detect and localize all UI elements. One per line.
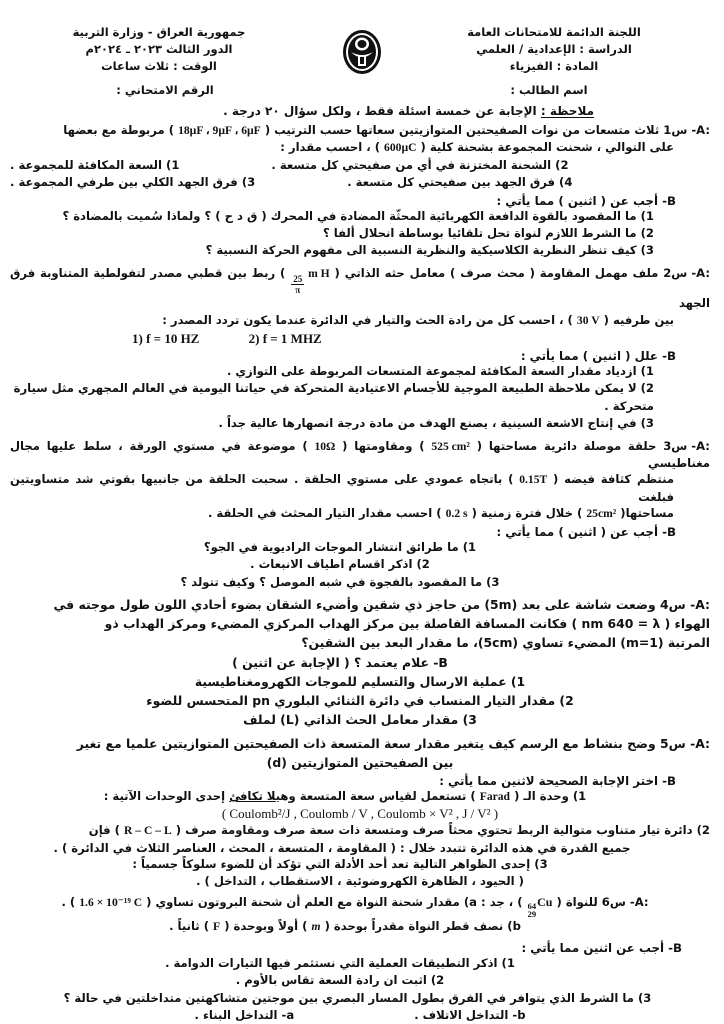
q2-tag: س2 -A: bbox=[663, 265, 710, 280]
q2-b-item-1: 1) ازدياد مقدار السعة المكافئة لمجموعة المتسعات المربوطة على التوازي . bbox=[226, 363, 654, 378]
q3-a-text2: ) ومقاومتها ( bbox=[342, 438, 425, 453]
q6-part-a-line1 bbox=[10, 894, 710, 918]
q1-a-l2-text1: على التوالي ، شحنت المجموعة بشحنة كلية ( bbox=[420, 140, 674, 155]
q2-a-voltage: 30 V bbox=[576, 313, 600, 327]
q5-b-item-2 bbox=[10, 822, 710, 839]
q5-part-b-head: B- اختر الإجابة الصحيحة لاثنين مما يأتي : bbox=[439, 773, 676, 788]
q3-a-final-area: 25cm² bbox=[586, 507, 617, 521]
q6-a-sub-a: a) مقدار شحنة النواة مع العلم أن شحنة البروتون تساوي ( bbox=[146, 895, 477, 910]
q6-a-text2: ) ، جد : bbox=[481, 895, 523, 910]
q2-b-item-2: 2) لا يمكن ملاحظة الطبيعة الموجية للأجسام الاعتيادية المتحركة في حياتنا اليومية في العالم المجهري مثل سيارة متحركة . bbox=[13, 381, 654, 413]
q1-b-item-3: 3) كيف تنظر النظرية الكلاسيكية والنظرية النسبية الى مفهوم الحركة النسبية ؟ bbox=[205, 243, 654, 258]
q4-part-b-head: B- علام يعتمد ؟ ( الإجابة عن اثنين ) bbox=[232, 654, 448, 670]
note-text: الإجابة عن خمسة اسئلة فقط ، ولكل سؤال ٢٠ درجة . bbox=[223, 104, 537, 118]
q5-b2-line2: جميع القدرة في هذه الدائرة تتبدد خلال : ( المقاومة ، المتسعة ، المحث ، العناصر الثلاث في الدائرة ) . bbox=[53, 840, 631, 855]
q6-b-choices bbox=[10, 1007, 710, 1024]
q2-a-text2: ) ربط بين قطبي مصدر لتفولطية المتناوبة فرق الجهد bbox=[10, 265, 710, 311]
q6-b-text2: ) أولاً وبوحدة ( bbox=[224, 919, 308, 934]
q4-b-item-2: 2) مقدار التيار المنساب في دائرة الثنائي البلوري pn المتحسس للضوء bbox=[146, 693, 574, 709]
q3-a-resistance: 10Ω bbox=[314, 439, 336, 453]
q5-b-item-1 bbox=[10, 788, 710, 805]
q3-a-time: 0.2 s bbox=[445, 507, 468, 521]
q3-a-text3: ) موضوعة في مستوي الورقة ، سلط عليها مجال مغناطيسي bbox=[10, 438, 710, 470]
question-1 bbox=[10, 122, 710, 260]
q2-part-b-head: B- علل ( اثنين ) مما يأتي : bbox=[520, 348, 676, 363]
q6-choice-b: b- التداخل الاتلاف . bbox=[414, 1007, 526, 1022]
q3-a-l3-text3: ) احسب مقدار التيار المحثث في الحلقة . bbox=[207, 506, 442, 521]
q1-a-l2-text2: ) ، احسب مقدار : bbox=[280, 140, 380, 155]
inductance-unit: m H bbox=[308, 266, 330, 280]
q6-a-sub-b bbox=[10, 918, 710, 935]
q4-a-text1: وضعت شاشة على بعد (5m) من حاجز ذي شقين وأضيء الشقان بضوء أحادي اللون طول موجته في bbox=[53, 596, 656, 612]
q5-b2-rcl: R – C – L bbox=[124, 824, 172, 838]
q1-a-item-1: 1) السعة المكافئة للمجموعة . bbox=[10, 157, 180, 172]
q5-b1-text2: ) تستعمل لقياس سعة المتسعة وهي bbox=[275, 788, 476, 803]
student-name-field-label: اسم الطالب : bbox=[510, 83, 588, 98]
q2-a-text1: ملف مهمل المقاومة ( محث صرف ) معامل حثه الذاتي ( bbox=[334, 265, 659, 280]
question-4 bbox=[10, 595, 710, 730]
q3-part-a-line2 bbox=[10, 471, 710, 505]
q3-b-item-3: 3) ما المقصود بالفجوة في شبه الموصل ؟ وكيف تتولد ؟ bbox=[180, 574, 500, 589]
q5-b2-text2: ) فإن bbox=[88, 823, 120, 838]
q3-tag: س3 -A: bbox=[663, 438, 710, 453]
ministry-title: جمهورية العراق - وزارة التربية bbox=[72, 25, 246, 39]
q4-b-item-1: 1) عملية الارسال والتسليم للموجات الكهرومغناطيسية bbox=[194, 673, 526, 689]
q2-freq-2: 2) f = 1 MHZ bbox=[248, 330, 322, 346]
q3-part-a-line3 bbox=[10, 505, 710, 522]
atomic-number: 29 bbox=[527, 909, 537, 920]
q1-a-item-4: 4) فرق الجهد بين صفيحتي كل متسعة . bbox=[347, 175, 573, 190]
question-3 bbox=[10, 438, 710, 591]
iraq-ministry-emblem-icon bbox=[341, 28, 383, 76]
q5-b2-text1: 2) دائرة تيار متناوب متوالية الربط تحتوي محثاً صرف ومتسعة ذات سعة صرف ومقاومة صرف ( bbox=[175, 823, 710, 838]
subject: المادة : الفيزياء bbox=[509, 59, 599, 74]
q3-a-text1: حلقة موصلة دائرية مساحتها ( bbox=[476, 438, 657, 453]
q6-a-text1: للنواة ( bbox=[556, 895, 598, 910]
q1-a-capacitances: 18µF ، 9µF ، 6µF bbox=[178, 124, 261, 137]
q5-b1-not-equal: لا تكافئ bbox=[229, 788, 276, 803]
q3-a-area: 525 cm² bbox=[431, 439, 470, 453]
question-5 bbox=[10, 734, 710, 890]
q3-b-item-1: 1) ما طرائق انتشار الموجات الراديوية في الجو؟ bbox=[203, 539, 477, 554]
q6-b-text1: b) نصف قطر النواة مقدراً بوحدة ( bbox=[324, 919, 521, 934]
q4-part-a-line2: الهواء ( nm 640 = λ ) فكانت المسافة الفاصلة بين مركز الهداب المركزي المضيء ومركز الهداب ذو bbox=[104, 616, 710, 632]
exam-instructions-note bbox=[30, 104, 694, 118]
q5-part-a-line2: بين الصفيحتين المتوازيتين (d) bbox=[266, 754, 454, 770]
header-left-block bbox=[14, 24, 304, 99]
question-2 bbox=[10, 265, 710, 433]
fraction-numerator: 25 bbox=[293, 274, 303, 285]
unit-fermi: F bbox=[213, 920, 221, 934]
q1-b-item-2: 2) ما الشرط اللازم لنواة تحل تلقائيا بوساطة انحلال ألفا ؟ bbox=[322, 226, 654, 241]
q5-a-text1: وضح بنشاط مع الرسم كيف يتغير مقدار سعة المتسعة ذات الصفيحتين المتوازيتين علميا مع تغير bbox=[76, 735, 656, 751]
q1-a-item-2: 2) الشحنة المختزنة في أي من صفيحتي كل متسعة . bbox=[271, 157, 569, 172]
q2-a-l2-text1: بين طرفيه ( bbox=[603, 312, 674, 327]
q6-part-b-head: B- أجب عن اثنين مما يأتي : bbox=[521, 940, 682, 955]
q5-tag: س5 -A: bbox=[660, 735, 710, 751]
q5-b1-text3: إحدى الوحدات الآتية : bbox=[103, 788, 226, 803]
q4-b-item-3: 3) مقدار معامل الحث الذاتي (L) لملف bbox=[243, 712, 477, 728]
unit-meter: m bbox=[311, 920, 321, 934]
q6-b-text3: ) ثانياً . bbox=[169, 919, 209, 934]
q5-part-a-line1 bbox=[10, 734, 710, 753]
note-label: ملاحظة : bbox=[540, 104, 594, 118]
question-6 bbox=[10, 894, 710, 1024]
q2-a-inductance bbox=[290, 266, 329, 295]
q3-a-l3-text1: مساحتها( bbox=[620, 506, 674, 521]
q5-b1-farad: Farad bbox=[479, 789, 511, 803]
q1-tag: س1 -A: bbox=[663, 123, 710, 137]
q3-b-item-2: 2) اذكر اقسام اطياف الانبعاث . bbox=[250, 557, 430, 572]
q2-part-a-line1 bbox=[10, 265, 710, 312]
q2-part-a-line2 bbox=[10, 312, 710, 329]
study-level: الدراسة : الإعدادية / العلمي bbox=[476, 42, 632, 57]
mass-number: 64 bbox=[527, 901, 537, 912]
q1-part-b-head: B- أجب عن ( اثنين ) مما يأتي : bbox=[496, 193, 676, 208]
committee-title: اللجنة الدائمة للامتحانات العامة bbox=[467, 25, 641, 39]
fraction-denominator: π bbox=[295, 285, 301, 296]
q3-a-l2-text1: منتظم كثافة فيضه ( bbox=[553, 472, 675, 487]
q4-tag: س4 -A: bbox=[660, 596, 710, 612]
q3-part-a-line1 bbox=[10, 438, 710, 472]
q5-b-item-3: 3) إحدى الظواهر التالية تعد أحد الأدلة التي تؤكد أن للضوء سلوكاً جسمياً : bbox=[132, 857, 548, 872]
q6-b-item-2: 2) اثبت ان رادة السعة تقاس بالأوم . bbox=[235, 973, 445, 988]
q1-a-text1: ثلاث متسعات من نوات الصفيحتين المتوازيتين سعاتها حسب الترتيب ( bbox=[264, 123, 660, 137]
q1-b-item-1: 1) ما المقصود بالقوة الدافعة الكهربائية المحثّة المضادة في المحرك ( ق د ح ) ؟ ولماذا سُميت بالمضادة ؟ bbox=[62, 208, 654, 223]
element-symbol: Cu bbox=[537, 895, 553, 910]
q1-a-items-row2 bbox=[10, 174, 710, 191]
exam-number-field-label: الرقم الامتحاني : bbox=[116, 83, 214, 98]
q5-b3-options: ( الحيود ، الظاهرة الكهروضوئية ، الاستقطاب ، التداخل ) . bbox=[196, 873, 524, 888]
q1-part-a-line1 bbox=[10, 122, 710, 139]
isotope-notation bbox=[528, 902, 537, 918]
q4-part-a-line1 bbox=[10, 595, 710, 614]
q5-b1-unit-options: ( Coulomb²/J , Coulomb / V , Coulomb × V² , J / V² ) bbox=[221, 806, 499, 822]
q2-a-frequencies bbox=[10, 331, 710, 347]
q1-part-a-line2 bbox=[10, 139, 710, 156]
q1-a-text2: ) مربوطة مع بعضها bbox=[63, 123, 175, 137]
exam-session: الدور الثالث ٢٠٢٣ ـ ٢٠٢٤م bbox=[85, 42, 233, 57]
q6-choice-a: a- التداخل البناء . bbox=[194, 1007, 295, 1022]
header-right-block bbox=[404, 24, 704, 99]
q1-a-item-3: 3) فرق الجهد الكلي بين طرفي المجموعة . bbox=[10, 175, 256, 190]
q1-a-items-row1 bbox=[10, 157, 710, 174]
q6-tag: س6 -A: bbox=[601, 895, 649, 910]
q2-freq-1: 1) f = 10 HZ bbox=[132, 330, 200, 346]
q6-a-sub-a-end: ) . bbox=[61, 895, 76, 910]
q6-a-proton-charge: 1.6 × 10⁻¹⁹ C bbox=[79, 896, 143, 910]
q4-part-a-line3: المرتبة (m=1) المضيء تساوي (5cm)، ما مقدار البعد بين الشقين؟ bbox=[301, 635, 710, 651]
q2-b-item-3: 3) في إنتاج الاشعة السينية ، يصنع الهدف من مادة درجة انصهارها عالية جداً . bbox=[218, 416, 654, 431]
exam-duration: الوقت : ثلاث ساعات bbox=[101, 59, 217, 74]
q6-b-item-3: 3) ما الشرط الذي يتوافر في الفرق بطول المسار البصري بين موجتين متشاكهتين متداخلتين في حالة ؟ bbox=[63, 990, 652, 1005]
q2-a-l2-text2: ) ، احسب كل من رادة الحث والتيار في الدائرة عندما يكون تردد المصدر : bbox=[162, 312, 573, 327]
q1-a-total-charge: 600µC bbox=[384, 141, 417, 155]
q3-a-l2-text2: ) باتجاه عمودي على مستوي الحلقة . سحبت الحلقة من جانبيها بقوتي شد متساويتين فبلغت bbox=[10, 472, 674, 504]
q5-b1-text1: 1) وحدة الـ ( bbox=[514, 788, 587, 803]
q6-a-nuclide bbox=[527, 894, 553, 918]
inductance-fraction bbox=[291, 275, 304, 295]
q3-a-flux-density: 0.15T bbox=[519, 473, 548, 487]
page-header bbox=[0, 0, 724, 96]
q3-a-l3-text2: ) خلال فترة زمنية ( bbox=[471, 506, 583, 521]
q3-part-b-head: B- أجب عن ( اثنين ) مما يأتي : bbox=[496, 524, 676, 539]
q6-b-item-1: 1) اذكر التطبيقات العملية التي نستثمر فيها التيارات الدوامة . bbox=[165, 955, 515, 970]
